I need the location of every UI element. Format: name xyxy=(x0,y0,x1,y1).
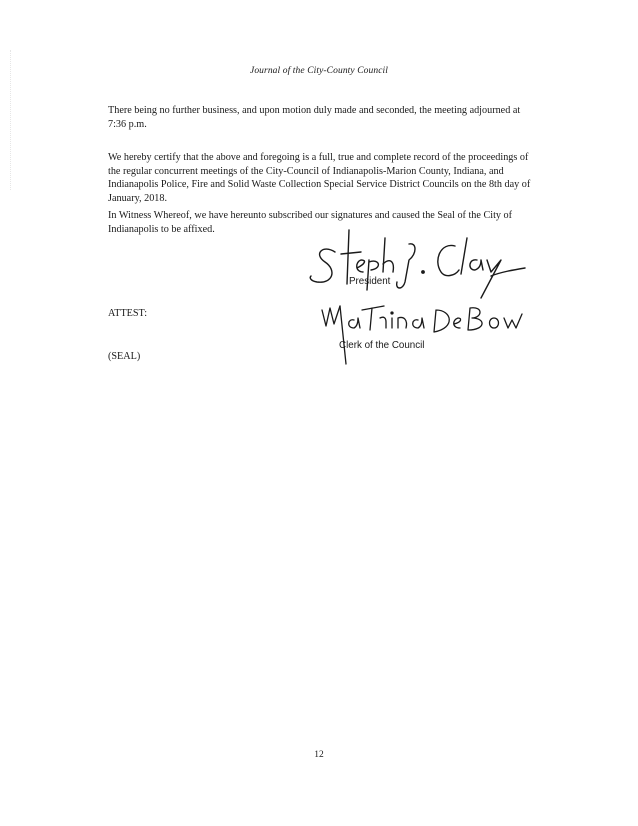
seal-label: (SEAL) xyxy=(108,351,141,362)
clerk-signature xyxy=(300,296,530,368)
certification-paragraph: We hereby certify that the above and foregoing is a full, true and complete record of the proceedings of the regular concurrent meetings of the City-Council of Indianapolis-Marion County, Indiana, and Indianapolis Police, Fire and Solid Waste Collection Special Service District Councils on the 8th day of January, 2018. xyxy=(108,152,531,204)
page-number: 12 xyxy=(314,750,324,760)
president-title: President xyxy=(349,276,391,287)
clerk-title: Clerk of the Council xyxy=(339,340,425,351)
attest-label: ATTEST: xyxy=(108,308,148,319)
running-header: Journal of the City-County Council xyxy=(250,66,388,76)
witness-paragraph: In Witness Whereof, we have hereunto subscribed our signatures and caused the Seal of the City of Indianapolis to be affixed. xyxy=(108,210,513,235)
president-signature xyxy=(305,224,535,304)
adjournment-paragraph: There being no further business, and upon motion duly made and seconded, the meeting adjourned at 7:36 p.m. xyxy=(108,105,521,130)
